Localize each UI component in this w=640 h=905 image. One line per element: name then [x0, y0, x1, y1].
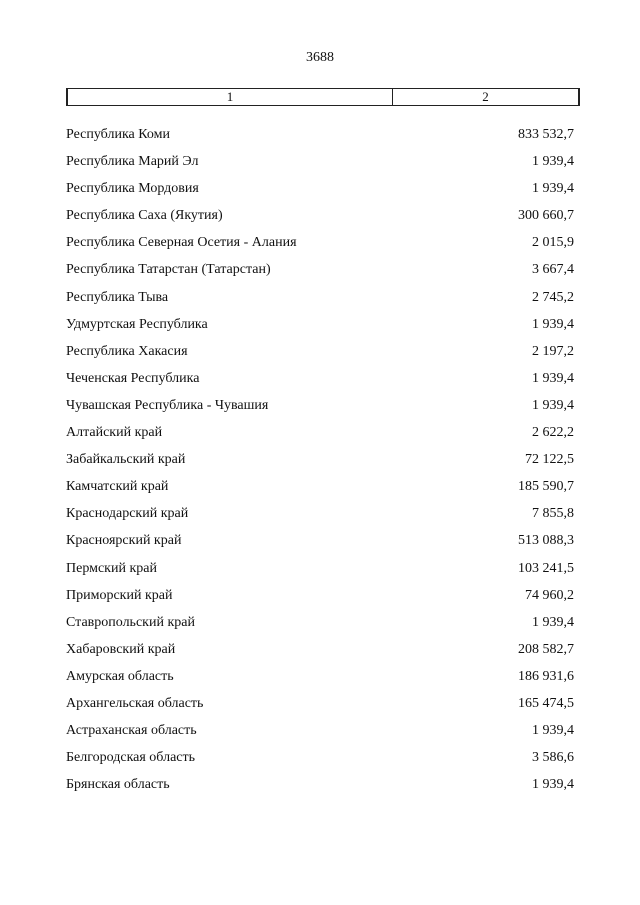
region-name: Республика Северная Осетия - Алания	[66, 235, 297, 251]
table-row	[66, 690, 574, 717]
region-name: Ставропольский край	[66, 614, 195, 630]
table-row	[66, 338, 574, 365]
table-row	[66, 311, 574, 338]
table-row	[66, 446, 574, 473]
region-name: Чувашская Республика - Чувашия	[66, 397, 269, 413]
table-row	[66, 365, 574, 392]
region-value: 2 622,2	[532, 425, 574, 441]
region-value: 2 197,2	[532, 343, 574, 359]
region-name: Белгородская область	[66, 750, 196, 766]
table-row	[66, 392, 574, 419]
region-value: 72 122,5	[525, 452, 574, 468]
region-name: Хабаровский край	[66, 641, 176, 657]
table-row	[66, 500, 574, 527]
region-value: 1 939,4	[532, 777, 574, 793]
table-header	[66, 88, 580, 106]
region-name: Республика Татарстан (Татарстан)	[66, 262, 271, 278]
table-row	[66, 419, 574, 446]
region-name: Республика Мордовия	[66, 181, 199, 197]
region-value: 74 960,2	[525, 587, 574, 603]
region-value: 103 241,5	[518, 560, 574, 576]
region-name: Алтайский край	[66, 425, 163, 441]
region-name: Краснодарский край	[66, 506, 189, 522]
table-row	[66, 202, 574, 229]
table-row	[66, 229, 574, 256]
table-row	[66, 717, 574, 744]
region-value: 1 939,4	[532, 723, 574, 739]
table-row	[66, 609, 574, 636]
region-name: Удмуртская Республика	[66, 316, 208, 332]
region-value: 1 939,4	[532, 181, 574, 197]
table-row	[66, 175, 574, 202]
region-value: 1 939,4	[532, 614, 574, 630]
region-value: 1 939,4	[532, 154, 574, 170]
table-row	[66, 744, 574, 771]
region-name: Республика Саха (Якутия)	[66, 208, 223, 224]
table-row	[66, 284, 574, 311]
region-name: Архангельская область	[66, 695, 204, 711]
table-row	[66, 582, 574, 609]
region-value: 2 015,9	[532, 235, 574, 251]
region-value: 300 660,7	[518, 208, 574, 224]
region-name: Республика Хакасия	[66, 343, 188, 359]
region-name: Брянская область	[66, 777, 170, 793]
table-header-col2: 2	[482, 89, 489, 104]
region-name: Республика Марий Эл	[66, 154, 199, 170]
region-name: Красноярский край	[66, 533, 182, 549]
table-row	[66, 663, 574, 690]
region-name: Приморский край	[66, 587, 173, 603]
region-value: 2 745,2	[532, 289, 574, 305]
region-value: 3 586,6	[532, 750, 574, 766]
region-name: Республика Коми	[66, 127, 170, 142]
region-name: Чеченская Республика	[66, 370, 200, 386]
table-row	[66, 473, 574, 500]
region-value: 208 582,7	[518, 641, 574, 657]
region-value: 7 855,8	[532, 506, 574, 522]
region-value: 1 939,4	[532, 370, 574, 386]
region-name: Камчатский край	[66, 479, 169, 495]
table-row	[66, 121, 574, 148]
table-row	[66, 256, 574, 283]
table-header-col1: 1	[68, 89, 393, 105]
region-name: Амурская область	[66, 668, 174, 684]
region-value: 833 532,7	[518, 127, 574, 142]
page-number: 3688	[306, 50, 334, 65]
region-name: Забайкальский край	[66, 452, 186, 468]
table-row	[66, 636, 574, 663]
region-name: Республика Тыва	[66, 289, 169, 305]
table-row	[66, 771, 574, 798]
region-name: Пермский край	[66, 560, 157, 576]
region-value: 186 931,6	[518, 668, 574, 684]
table-row	[66, 148, 574, 175]
region-value: 165 474,5	[518, 695, 574, 711]
region-name: Астраханская область	[66, 723, 197, 739]
region-value: 513 088,3	[518, 533, 574, 549]
region-value: 1 939,4	[532, 397, 574, 413]
region-value: 3 667,4	[532, 262, 574, 278]
table-body	[66, 121, 574, 798]
table-row	[66, 527, 574, 554]
table-row	[66, 555, 574, 582]
region-value: 185 590,7	[518, 479, 574, 495]
region-value: 1 939,4	[532, 316, 574, 332]
